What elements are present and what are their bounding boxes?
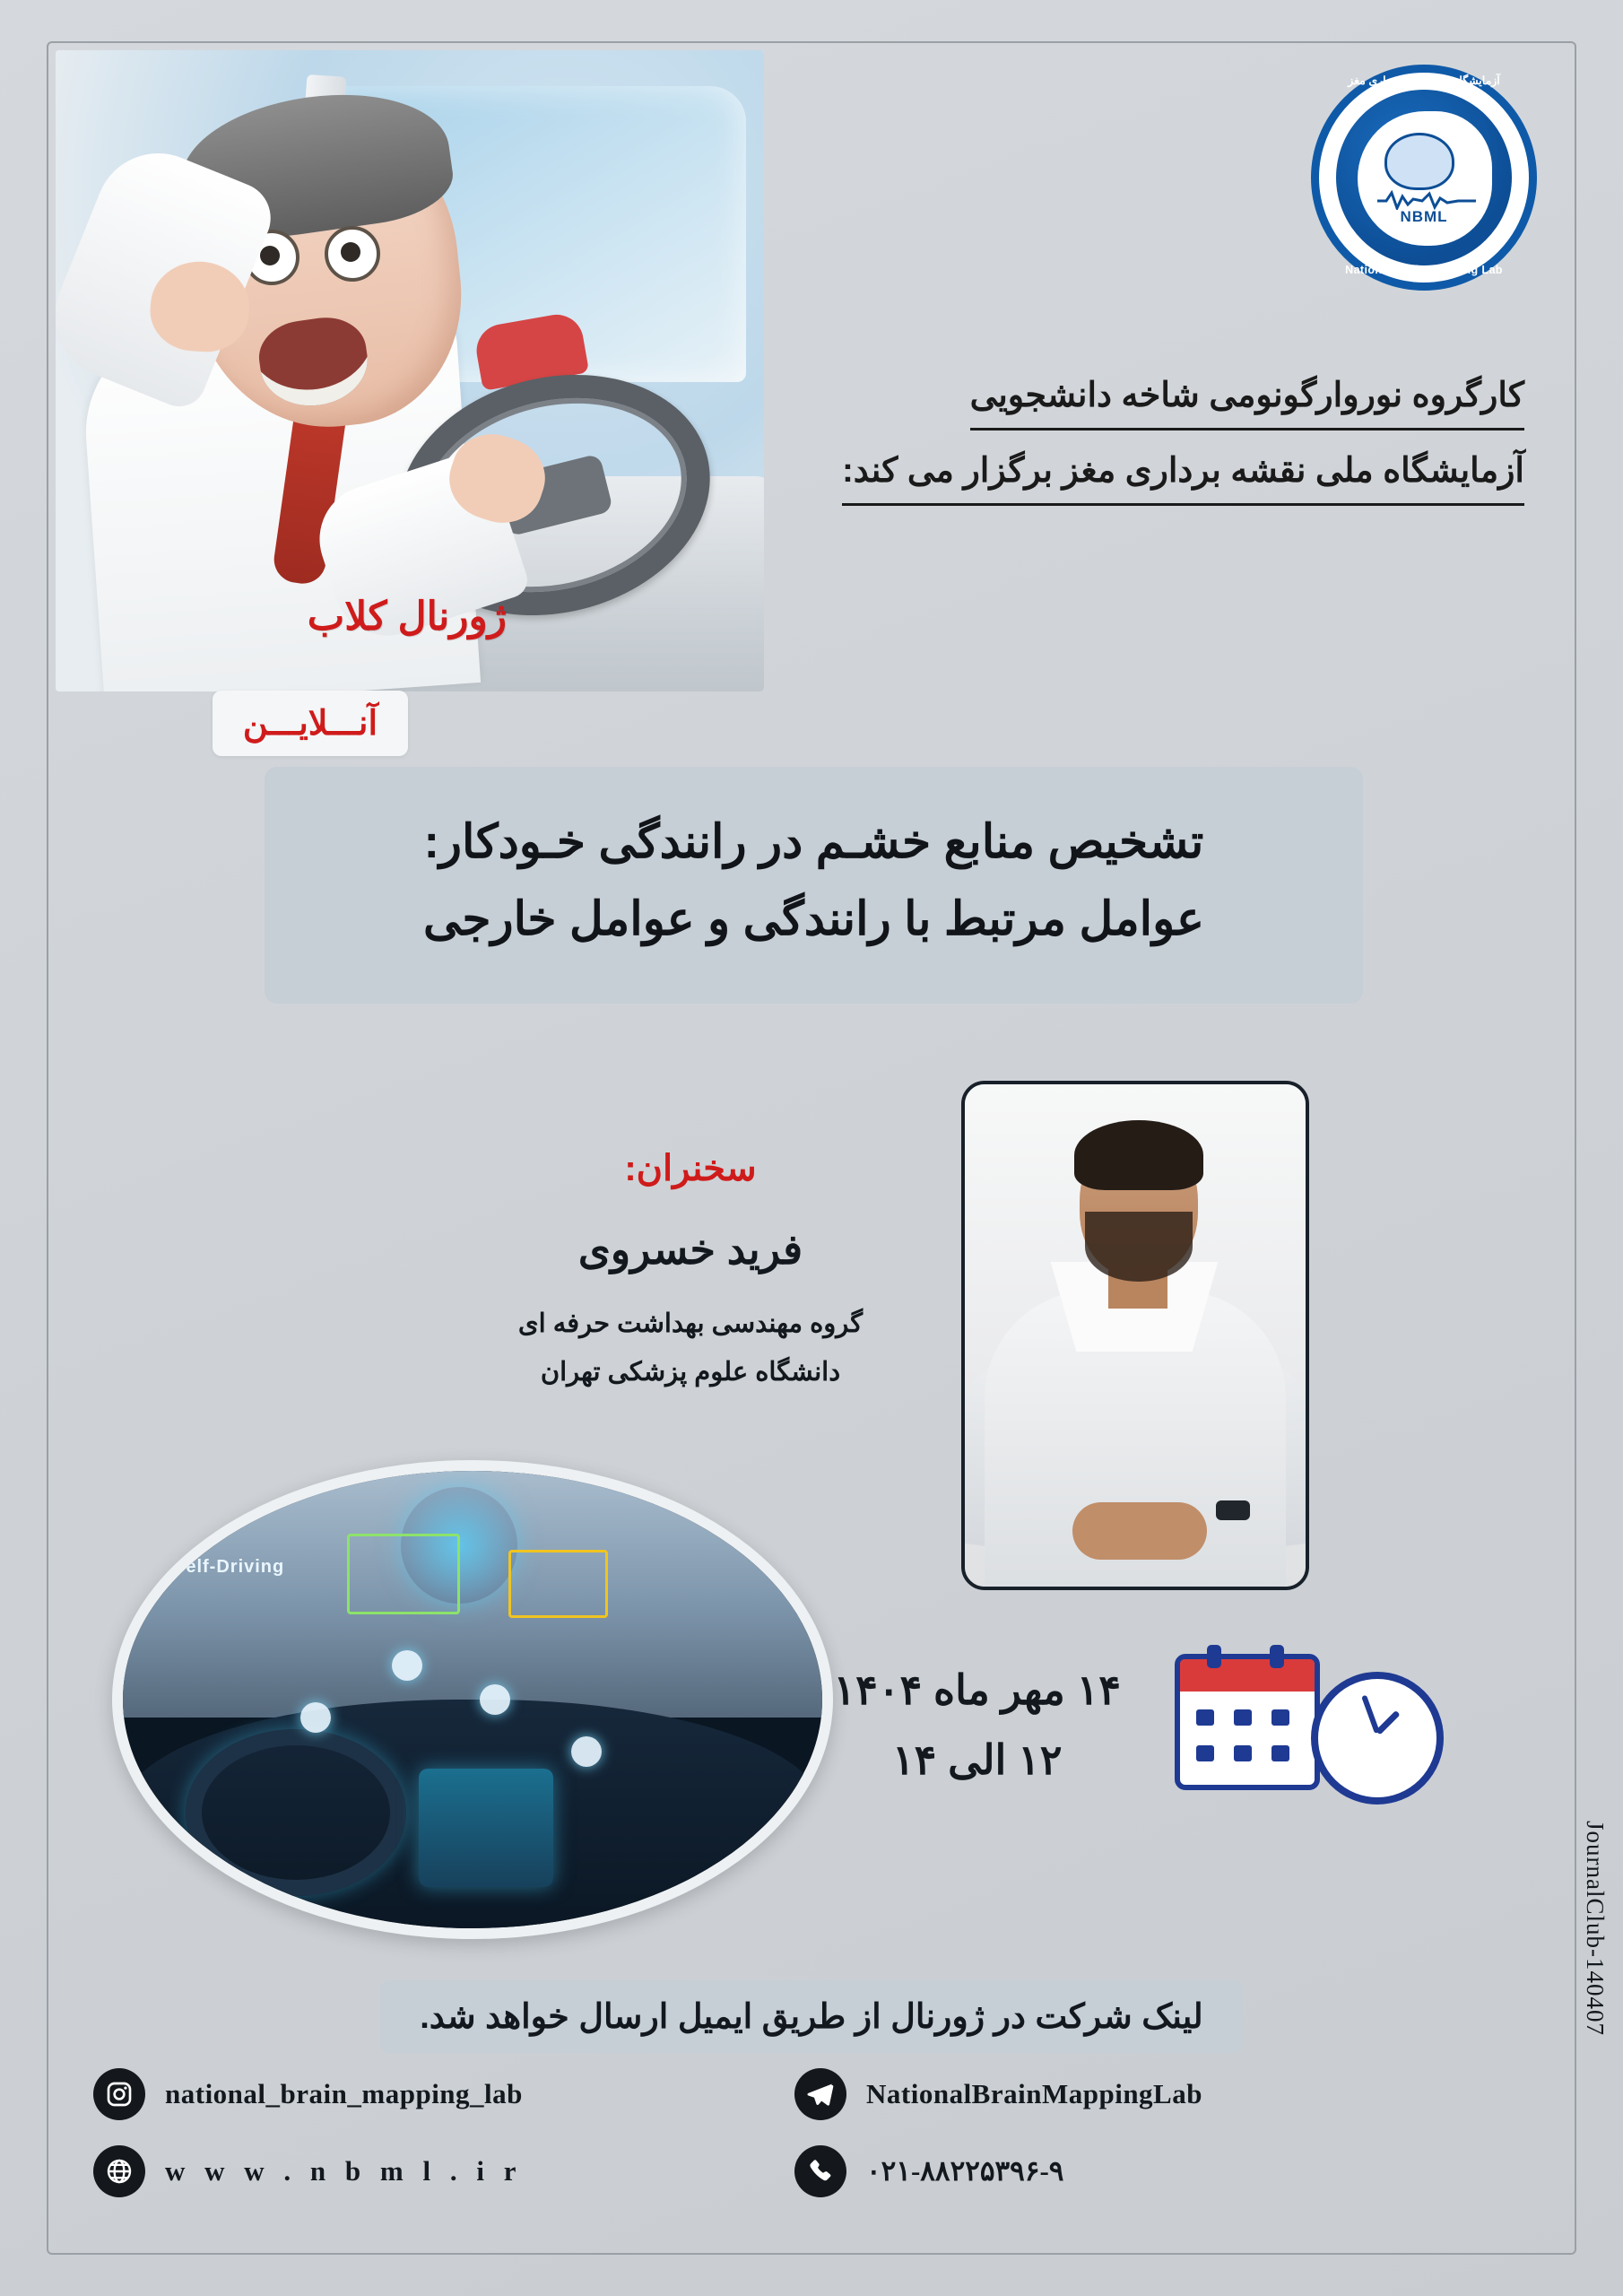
telegram-handle: NationalBrainMappingLab: [866, 2078, 1202, 2109]
hud-dots-icon: [571, 1736, 602, 1767]
speaker-name: فرید خسروی: [577, 1226, 803, 1273]
phone-icon: [794, 2145, 846, 2197]
event-date: ۱۴ مهر ماه ۱۴۰۴: [833, 1666, 1121, 1713]
speaker-label: سخنران:: [624, 1149, 757, 1188]
self-driving-car-image: [112, 1460, 833, 1939]
organizer-line-1: کارگروه نوروارگونومی شاخه دانشجویی: [970, 370, 1524, 430]
journal-club-code: JournalClub-140407: [1582, 1821, 1609, 2036]
logo-acronym: NBML: [1400, 208, 1448, 225]
calendar-clock-icon: [1175, 1641, 1444, 1803]
event-datetime: [833, 1655, 1121, 1795]
instagram-handle: national_brain_mapping_lab: [165, 2078, 523, 2109]
logo-arc-text-persian: آزمایشگاه ملی نقشه برداری مغز: [1348, 74, 1500, 87]
contact-telegram[interactable]: [794, 2068, 1202, 2120]
organizer-header: [735, 370, 1524, 520]
hud-wifi-icon: [480, 1684, 510, 1715]
talk-title-line-1: تشخیص منابع خشـم در رانندگی خـودکار:: [423, 816, 1204, 868]
nbml-logo: [1311, 65, 1537, 291]
organizer-line-2: آزمایشگاه ملی نقشه برداری مغز برگزار می کند:: [842, 445, 1524, 506]
event-type-label: ژورنال کلاب: [307, 595, 507, 639]
hud-pin-icon: [392, 1650, 422, 1681]
car-steering-wheel-shape: [186, 1729, 406, 1896]
talk-title-line-2: عوامل مرتبط با رانندگی و عوامل خارجی: [422, 892, 1205, 945]
driver-left-hand-shape: [148, 258, 253, 354]
instagram-icon: [93, 2068, 145, 2120]
speaker-affiliation-line-1: گروه مهندسی بهداشت حرفه ای: [517, 1309, 864, 1338]
brain-icon: [1384, 133, 1454, 190]
speaker-beard-shape: [1085, 1212, 1193, 1282]
speaker-info: [439, 1148, 942, 1396]
contact-instagram[interactable]: [93, 2068, 523, 2120]
speaker-watch-shape: [1216, 1500, 1250, 1520]
clock-icon: [1311, 1672, 1444, 1805]
website-url: w w w . n b m l . i r: [165, 2155, 523, 2187]
event-time: ۱۲ الی ۱۴: [891, 1736, 1063, 1784]
hud-detection-box-yellow: [508, 1550, 608, 1618]
online-badge: آنـــلایـــن: [213, 691, 408, 756]
speaker-photo: [961, 1081, 1309, 1590]
self-driving-label: Self-Driving: [173, 1557, 285, 1577]
footer-contacts: [86, 2059, 1537, 2230]
participation-note-text: لینک شرکت در ژورنال از طریق ایمیل ارسال خواهد شد.: [380, 1980, 1243, 2053]
contact-phone[interactable]: [794, 2145, 1063, 2197]
globe-icon: [93, 2145, 145, 2197]
eeg-wave-icon: [1377, 190, 1476, 210]
speaker-hands-shape: [1072, 1502, 1207, 1560]
logo-arc-text-english: National Brain Mapping Lab: [1345, 264, 1503, 276]
contact-website[interactable]: [93, 2145, 522, 2197]
hud-detection-box-green: [347, 1534, 460, 1614]
telegram-icon: [794, 2068, 846, 2120]
car-navigation-screen: [419, 1769, 553, 1887]
calendar-icon: [1175, 1654, 1320, 1790]
driver-right-eye-shape: [325, 226, 380, 282]
talk-title-block: [265, 767, 1363, 1004]
hud-gauge-icon: [300, 1702, 331, 1733]
speaker-hair-shape: [1074, 1120, 1203, 1190]
phone-number: ۰۲۱-۸۸۲۲۵۳۹۶-۹: [866, 2155, 1064, 2187]
participation-note: [0, 1980, 1623, 2053]
speaker-affiliation-line-2: دانشگاه علوم پزشکی تهران: [540, 1357, 841, 1387]
